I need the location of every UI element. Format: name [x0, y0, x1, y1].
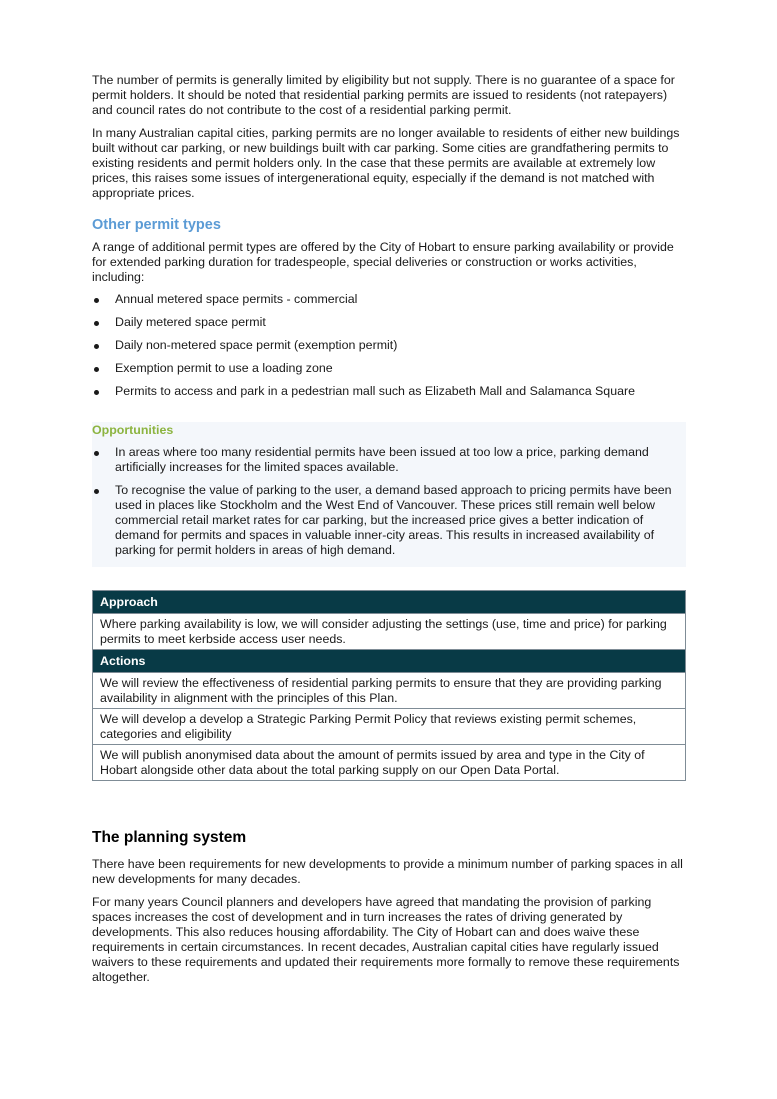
- actions-header: Actions: [93, 650, 686, 673]
- table-row: We will publish anonymised data about the amount of permits issued by area and type in the City of Hobart alongside other data about the total parking supply on our Open Data Portal.: [93, 745, 686, 781]
- list-item: To recognise the value of parking to the user, a demand based approach to pricing permits have been used in places like Stockholm and the West End of Vancouver. These prices still remain well below commercial retail market rates for car parking, but the increased price gives a better indication of demand for permits and spaces in valuable inner-city areas. This results in increased availability of parking for permit holders in areas of high demand.: [92, 483, 686, 558]
- document-page: [92, 73, 686, 985]
- opportunities-list: [92, 445, 686, 558]
- list-item: Annual metered space permits - commercial: [92, 292, 686, 307]
- approach-header: Approach: [93, 591, 686, 614]
- other-permit-types-heading: Other permit types: [92, 217, 221, 233]
- planning-system-heading: The planning system: [92, 829, 247, 846]
- list-item: In areas where too many residential permits have been issued at too low a price, parking demand artificially increases for the limited spaces available.: [92, 445, 686, 475]
- bullet-icon: [94, 489, 99, 494]
- list-item: Permits to access and park in a pedestrian mall such as Elizabeth Mall and Salamanca Square: [92, 384, 686, 399]
- planning-paragraph-1: There have been requirements for new developments to provide a minimum number of parking spaces in all new developments for many decades.: [92, 857, 683, 886]
- opportunities-title: Opportunities: [92, 423, 174, 437]
- opportunities-box: [92, 422, 686, 567]
- bullet-icon: [94, 390, 99, 395]
- planning-paragraph-2: For many years Council planners and developers have agreed that mandating the provision of parking spaces increases the cost of development and in turn increases the rates of driving generated by developments. This also reduces housing affordability. The City of Hobart can and does waive these requirements in certain circumstances. In recent decades, Australian capital cities have regularly issued waivers to these requirements and updated their requirements more formally to remove these requirements altogether.: [92, 895, 680, 984]
- table-row: We will review the effectiveness of residential parking permits to ensure that they are providing parking availability in alignment with the principles of this Plan.: [93, 673, 686, 709]
- approach-actions-table: [92, 590, 686, 781]
- table-row: We will develop a develop a Strategic Parking Permit Policy that reviews existing permit schemes, categories and eligibility: [93, 709, 686, 745]
- list-item: Exemption permit to use a loading zone: [92, 361, 686, 376]
- bullet-icon: [94, 298, 99, 303]
- bullet-icon: [94, 367, 99, 372]
- list-item: Daily metered space permit: [92, 315, 686, 330]
- approach-text: Where parking availability is low, we will consider adjusting the settings (use, time and price) for parking permits to meet kerbside access user needs.: [93, 614, 686, 650]
- other-permit-types-intro: A range of additional permit types are offered by the City of Hobart to ensure parking availability or provide for extended parking duration for tradespeople, special deliveries or construction or works activities, including:: [92, 240, 674, 284]
- permits-limit-paragraph: The number of permits is generally limited by eligibility but not supply. There is no guarantee of a space for permit holders. It should be noted that residential parking permits are issued to residents (not ratepayers) and council rates do not contribute to the cost of a residential parking permit.: [92, 73, 675, 117]
- list-item: Daily non-metered space permit (exemption permit): [92, 338, 686, 353]
- capital-cities-paragraph: In many Australian capital cities, parking permits are no longer available to residents of either new buildings built without car parking, or new buildings built with car parking. Some cities are grandfathering permits to existing residents and permit holders only. In the case that these permits are available at extremely low prices, this raises some issues of intergenerational equity, especially if the demand is not matched with appropriate prices.: [92, 126, 680, 200]
- bullet-icon: [94, 451, 99, 456]
- bullet-icon: [94, 344, 99, 349]
- bullet-icon: [94, 321, 99, 326]
- permit-types-list: [92, 292, 686, 399]
